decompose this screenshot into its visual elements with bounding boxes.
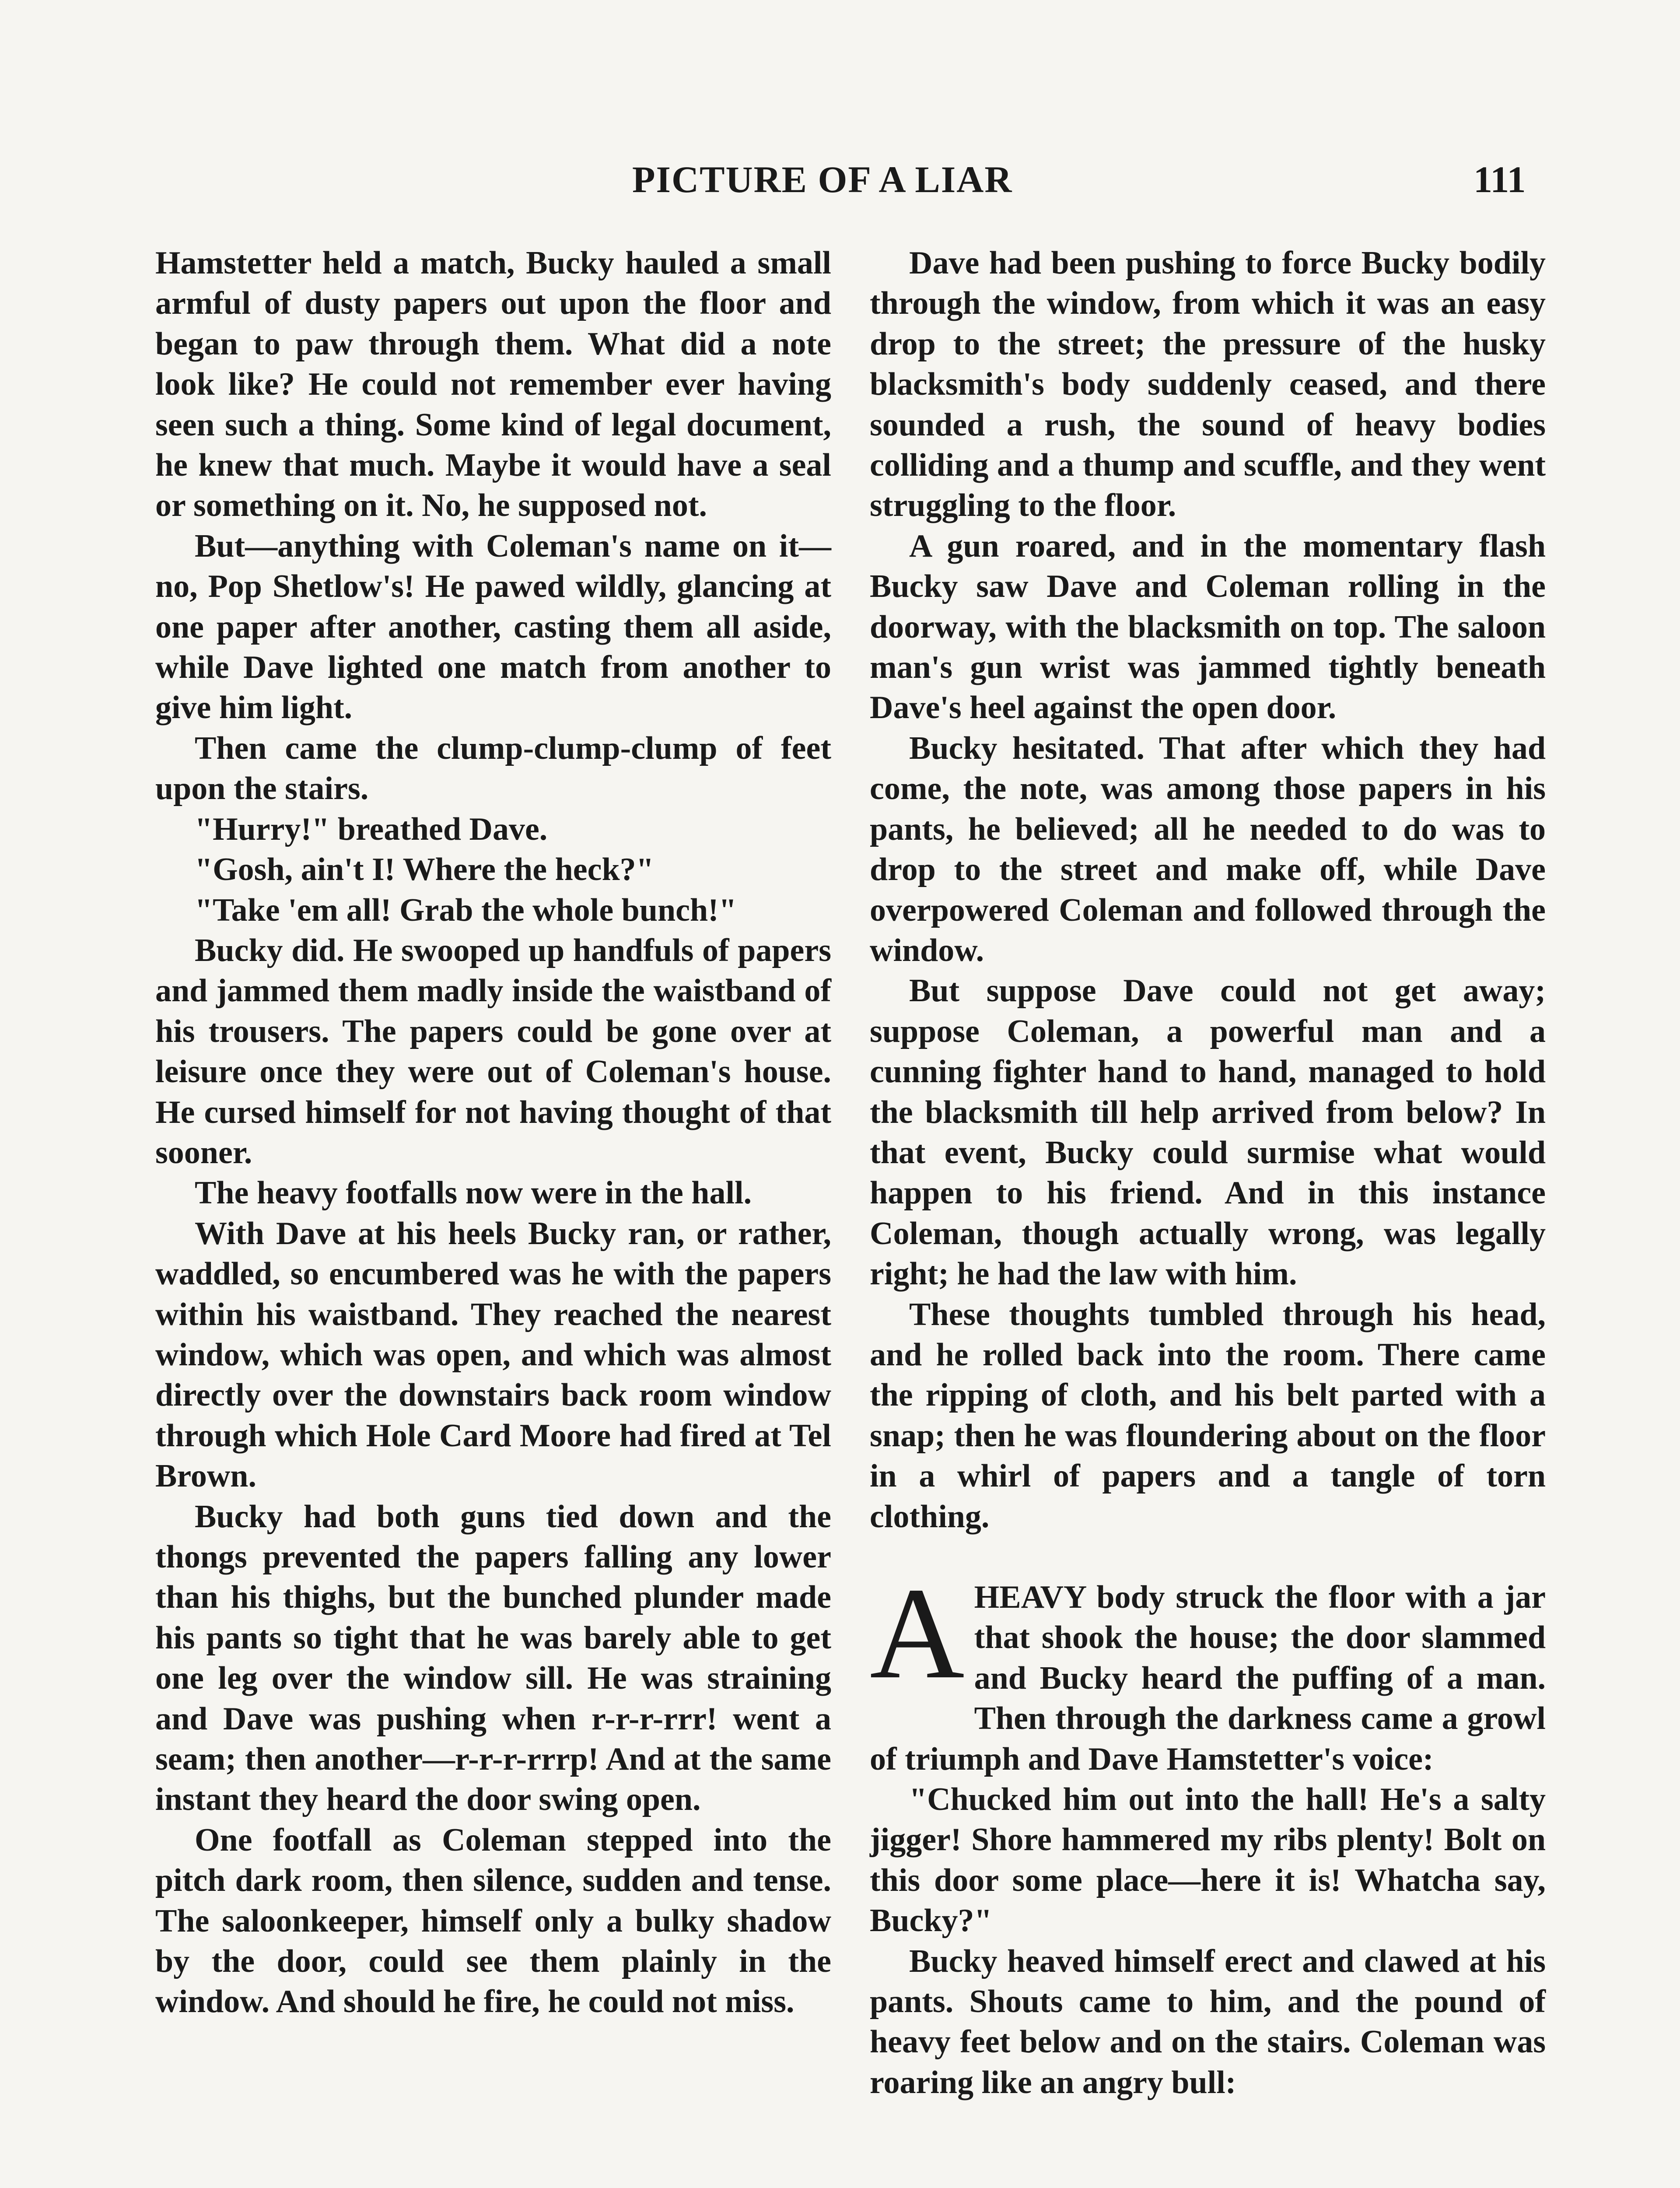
drop-cap: A — [870, 1560, 965, 1706]
paragraph: "Gosh, ain't I! Where the heck?" — [195, 852, 654, 888]
section-opening-text: HEAVY body struck the floor with a jar that shook the house; the door slammed and Bucky heard the puffing of a man. Then through the darkness came a growl of triumph and Dave Hamstetter's voice: — [870, 1579, 1546, 1777]
paragraph: But—anything with Coleman's name on it—no, Pop Shetlow's! He pawed wildly, glancing at one paper after another, casting them all aside, while Dave lighted one match from another to give him light. — [155, 528, 831, 726]
paragraph: But suppose Dave could not get away; suppose Coleman, a powerful man and a cunning fighter hand to hand, managed to hold the blacksmith till help arrived from below? In that event, Bucky could surmise what would happen to his friend. And in this instance Coleman, though actually wrong, was legally right; he had the law with him. — [870, 973, 1546, 1292]
paragraph: A gun roared, and in the momentary flash Bucky saw Dave and Coleman rolling in the doorway, with the blacksmith on top. The saloon man's gun wrist was jammed tightly beneath Dave's heel against the open door. — [870, 528, 1546, 726]
paragraph: "Hurry!" breathed Dave. — [195, 811, 548, 847]
right-column — [870, 243, 1546, 2103]
paragraph: Dave had been pushing to force Bucky bodily through the window, from which it was an easy drop to the street; the pressure of the husky blacksmith's body suddenly ceased, and there sounded a rush, the sound of heavy bodies colliding and a thump and scuffle, and they went struggling to the floor. — [870, 245, 1546, 524]
paragraph: Bucky heaved himself erect and clawed at his pants. Shouts came to him, and the pound of heavy feet below and on the stairs. Coleman was roaring like an angry bull: — [870, 1943, 1546, 2100]
page-header — [0, 158, 1680, 210]
page-number: 111 — [1474, 158, 1526, 200]
paragraph: One footfall as Coleman stepped into the pitch dark room, then silence, sudden and tense. The saloonkeeper, himself only a bulky shadow by the door, could see them plainly in the window. And should he fire, he could not miss. — [155, 1822, 831, 2020]
section-opening-paragraph — [870, 1560, 1546, 1779]
paragraph: The heavy footfalls now were in the hall. — [195, 1175, 752, 1211]
paragraph: Hamstetter held a match, Bucky hauled a small armful of dusty papers out upon the floor and began to paw through them. What did a note look like? He could not remember ever having seen such a thing. Some kind of legal document, he knew that much. Maybe it would have a seal or something on it. No, he supposed not. — [155, 245, 831, 524]
paragraph: "Take 'em all! Grab the whole bunch!" — [195, 892, 737, 928]
paragraph: These thoughts tumbled through his head, and he rolled back into the room. There came the ripping of cloth, and his belt parted with a snap; then he was floundering about on the floor in a whirl of papers and a tangle of torn clothing. — [870, 1296, 1546, 1535]
left-column — [155, 243, 831, 2022]
paragraph: "Chucked him out into the hall! He's a salty jigger! Shore hammered my ribs plenty! Bolt on this door some place—here it is! Whatcha say, Bucky?" — [870, 1781, 1546, 1939]
paragraph: Then came the clump-clump-clump of feet upon the stairs. — [155, 730, 831, 807]
paragraph: Bucky hesitated. That after which they had come, the note, was among those papers in his pants, he believed; all he needed to do was to drop to the street and make off, while Dave overpowered Coleman and followed through the window. — [870, 730, 1546, 968]
paragraph: Bucky did. He swooped up handfuls of papers and jammed them madly inside the waistband of his trousers. The papers could be gone over at leisure once they were out of Coleman's house. He cursed himself for not having thought of that sooner. — [155, 932, 831, 1171]
running-title: PICTURE OF A LIAR — [632, 158, 1013, 200]
paragraph: With Dave at his heels Bucky ran, or rather, waddled, so encumbered was he with the papers within his waistband. They reached the nearest window, which was open, and which was almost directly over the downstairs back room window through which Hole Card Moore had fired at Tel Brown. — [155, 1215, 831, 1494]
paragraph: Bucky had both guns tied down and the thongs prevented the papers falling any lower than his thighs, but the bunched plunder made his pants so tight that he was barely able to get one leg over the window sill. He was straining and Dave was pushing when r-r-r-rrr! went a seam; then another—r-r-r-rrrp! And at the same instant they heard the door swing open. — [155, 1498, 831, 1818]
